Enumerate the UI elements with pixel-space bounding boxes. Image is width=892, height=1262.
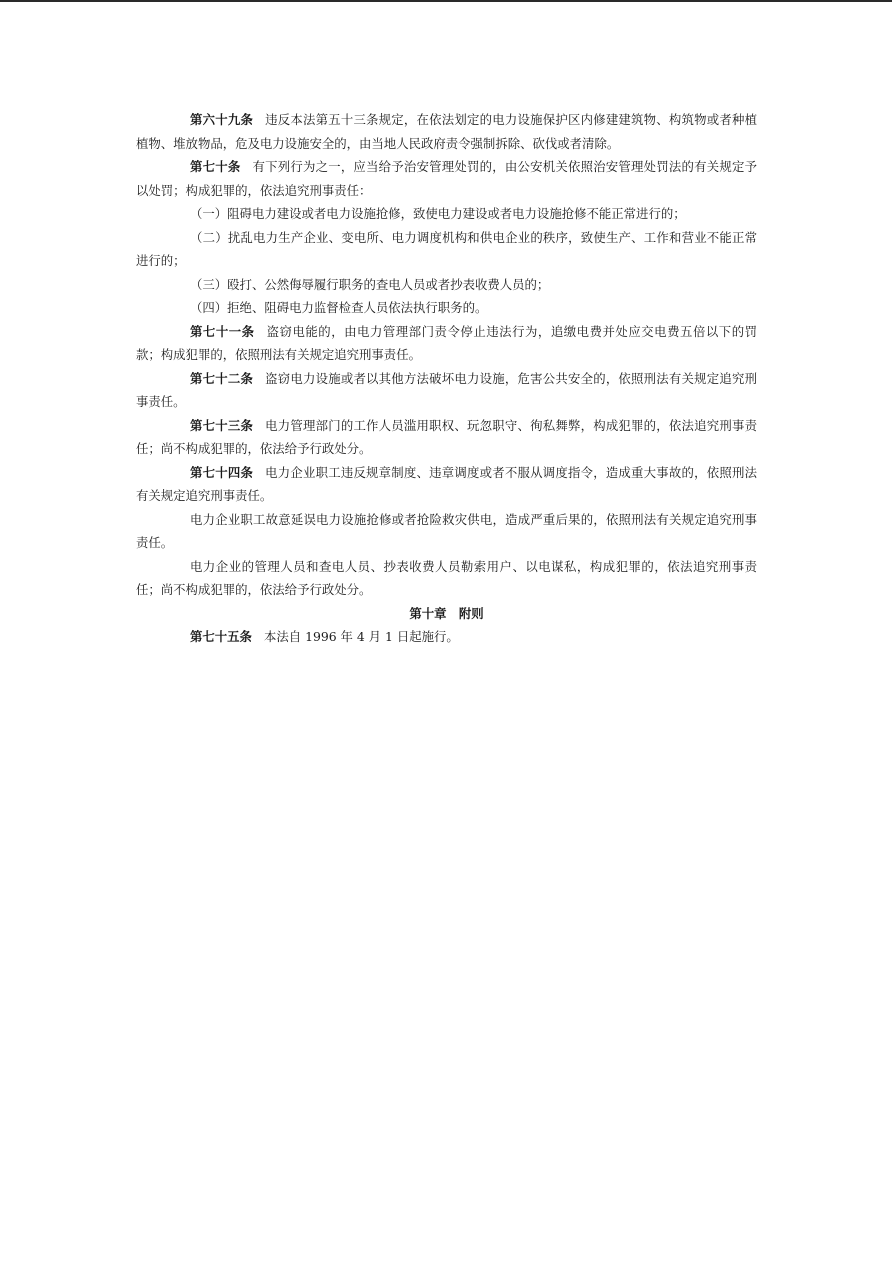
article-70 <box>136 155 757 202</box>
article-text: 有下列行为之一，应当给予治安管理处罚的，由公安机关依照治安管理处罚法的有关规定予以处罚；构成犯罪的，依法追究刑事责任： <box>136 159 758 198</box>
article-70-item-4: （四）拒绝、阻碍电力监督检查人员依法执行职务的。 <box>190 300 488 315</box>
article-74 <box>136 461 757 508</box>
article-text: 本法自 1996 年 4 月 1 日起施行。 <box>263 629 459 644</box>
article-text: 盗窃电能的，由电力管理部门责令停止违法行为，追缴电费并处应交电费五倍以下的罚款；构成犯罪的，依照刑法有关规定追究刑事责任。 <box>136 323 758 362</box>
article-71 <box>136 320 757 367</box>
article-70-item-1: （一）阻碍电力建设或者电力设施抢修，致使电力建设或者电力设施抢修不能正常进行的； <box>190 206 686 221</box>
article-text: 盗窃电力设施或者以其他方法破坏电力设施，危害公共安全的，依照刑法有关规定追究刑事责任。 <box>136 370 758 409</box>
article-70-item-2: （二）扰乱电力生产企业、变电所、电力调度机构和供电企业的秩序，致使生产、工作和营业不能正常进行的； <box>136 229 757 268</box>
article-70-item-3: （三）殴打、公然侮辱履行职务的查电人员或者抄表收费人员的； <box>190 276 550 292</box>
article-text: 电力管理部门的工作人员滥用职权、玩忽职守、徇私舞弊，构成犯罪的，依法追究刑事责任；尚不构成犯罪的，依法给予行政处分。 <box>136 417 758 456</box>
article-number: 第七十五条 <box>190 629 252 644</box>
article-number: 第七十二条 <box>190 370 254 386</box>
article-69 <box>136 108 757 155</box>
article-number: 第七十一条 <box>190 323 255 339</box>
article-73 <box>136 414 757 461</box>
article-number: 第七十条 <box>190 159 241 174</box>
top-border-line <box>0 0 892 2</box>
article-74-paragraph-3: 电力企业的管理人员和查电人员、抄表收费人员勒索用户、以电谋私，构成犯罪的，依法追究刑事责任；尚不构成犯罪的，依法给予行政处分。 <box>136 558 757 597</box>
article-number: 第七十三条 <box>190 417 254 433</box>
chapter-heading: 第十章 附则 <box>409 605 484 621</box>
article-number: 第七十四条 <box>190 464 254 480</box>
article-text: 违反本法第五十三条规定，在依法划定的电力设施保护区内修建建筑物、构筑物或者种植植物、堆放物品，危及电力设施安全的，由当地人民政府责令强制拆除、砍伐或者清除。 <box>136 112 758 151</box>
document-body <box>136 108 757 649</box>
article-75 <box>136 625 757 649</box>
article-number: 第六十九条 <box>190 112 254 127</box>
article-text: 电力企业职工违反规章制度、违章调度或者不服从调度指令，造成重大事故的，依照刑法有关规定追究刑事责任。 <box>136 464 758 503</box>
article-72 <box>136 367 757 414</box>
article-74-paragraph-2: 电力企业职工故意延误电力设施抢修或者抢险救灾供电，造成严重后果的，依照刑法有关规定追究刑事责任。 <box>136 511 757 550</box>
